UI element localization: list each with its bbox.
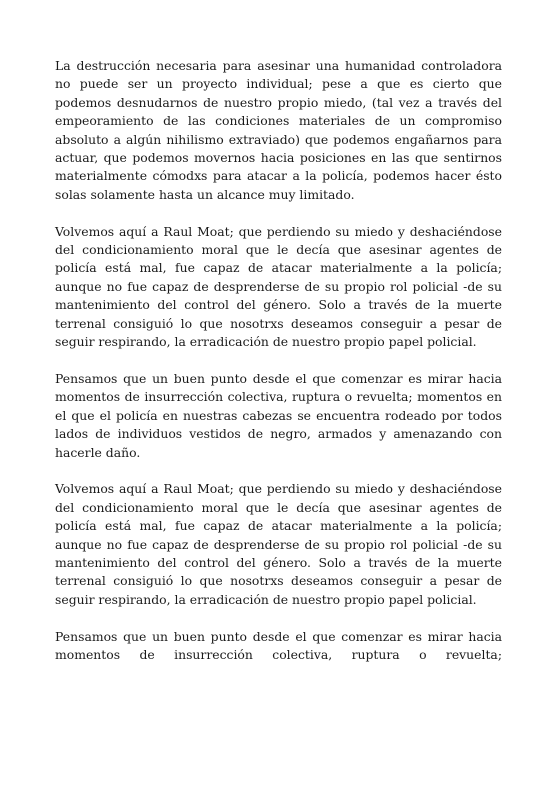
paragraph: Volvemos aquí a Raul Moat; que perdiendo su miedo y deshaciéndose del condicionamiento moral que le decía que asesinar agentes de policía está mal, fue capaz de atacar materialmente a la policía; aunque no fue capaz de desprenderse de su propio rol policial -de su mantenimiento del control del género. Solo a través de la muerte terrenal consiguió lo que nosotrxs deseamos conseguir a pesar de seguir respirando, la erradicación de nuestro propio papel policial.	[55, 481, 502, 607]
paragraph: Pensamos que un buen punto desde el que comenzar es mirar hacia momentos de insurrección colectiva, ruptura o revuelta;	[55, 628, 502, 662]
paragraph: Pensamos que un buen punto desde el que comenzar es mirar hacia momentos de insurrección colectiva, ruptura o revuelta; momentos en el que el policía en nuestras cabezas se encuentra rodeado por todos lados de individuos vestidos de negro, armados y amenazando con hacerle daño.	[55, 370, 502, 460]
paragraph: La destrucción necesaria para asesinar una humanidad controladora no puede ser un proyecto individual; pese a que es cierto que podemos desnudarnos de nuestro propio miedo, (tal vez a través del empeoramiento de las condiciones materiales de un compromiso absoluto a algún nihilismo extraviado) que podemos engañarnos para actuar, que podemos movernos hacia posiciones en las que sentirnos materialmente cómodxs para atacar a la policía, podemos hacer ésto solas solamente hasta un alcance muy limitado.	[55, 58, 502, 202]
body-text	[55, 57, 502, 683]
paragraph: Volvemos aquí a Raul Moat; que perdiendo su miedo y deshaciéndose del condicionamiento moral que le decía que asesinar agentes de policía está mal, fue capaz de atacar materialmente a la policía; aunque no fue capaz de desprenderse de su propio rol policial -de su mantenimiento del control del género. Solo a través de la muerte terrenal consiguió lo que nosotrxs deseamos conseguir a pesar de seguir respirando, la erradicación de nuestro propio papel policial.	[55, 223, 502, 350]
